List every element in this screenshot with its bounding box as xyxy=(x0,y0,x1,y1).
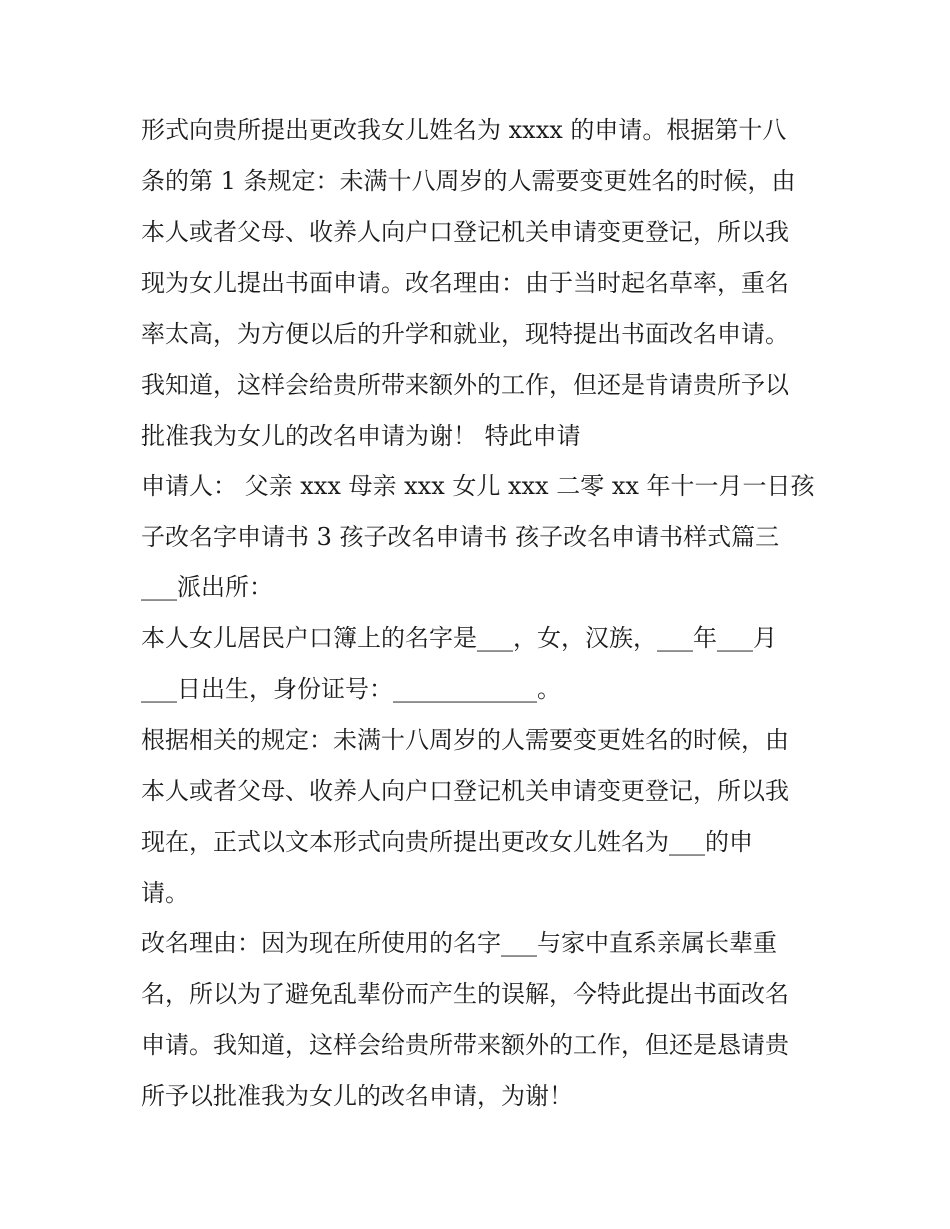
text-line: 子改名字申请书 3 孩子改名申请书 孩子改名申请书样式篇三 xyxy=(141,523,780,551)
text-line: 本人或者父母、收养人向户口登记机关申请变更登记，所以我 xyxy=(141,218,789,246)
text-line: 率太高，为方便以后的升学和就业，现特提出书面改名申请。 xyxy=(141,320,789,348)
text-line: 申请。我知道，这样会给贵所带来额外的工作，但还是恳请贵 xyxy=(141,1031,789,1059)
text-line: 条的第 1 条规定：未满十八周岁的人需要变更姓名的时候，由 xyxy=(141,167,796,195)
text-line: 根据相关的规定：未满十八周岁的人需要变更姓名的时候，由 xyxy=(141,726,789,754)
text-line: 现在，正式以文本形式向贵所提出更改女儿姓名为___的申 xyxy=(141,828,753,856)
text-line: 本人女儿居民户口簿上的名字是___，女，汉族，___年___月 xyxy=(141,624,777,652)
text-line: 批准我为女儿的改名申请为谢！ 特此申请 xyxy=(141,422,581,450)
text-line: 本人或者父母、收养人向户口登记机关申请变更登记，所以我 xyxy=(141,777,789,805)
text-line: 现为女儿提出书面申请。改名理由：由于当时起名草率，重名 xyxy=(141,269,789,297)
text-line: 我知道，这样会给贵所带来额外的工作，但还是肯请贵所予以 xyxy=(141,371,789,399)
text-line: 所予以批准我为女儿的改名申请，为谢！ xyxy=(141,1082,573,1110)
text-line: ___派出所： xyxy=(141,573,273,601)
text-line: ___日出生，身份证号：____________。 xyxy=(141,675,561,703)
text-line: 请。 xyxy=(141,879,189,907)
text-line: 改名理由：因为现在所使用的名字___与家中直系亲属长辈重 xyxy=(141,929,777,957)
text-line: 申请人： 父亲 xxx 母亲 xxx 女儿 xxx 二零 xx 年十一月一日孩 xyxy=(141,472,815,500)
text-line: 形式向贵所提出更改我女儿姓名为 xxxx 的申请。根据第十八 xyxy=(141,116,787,144)
text-line: 名，所以为了避免乱辈份而产生的误解，今特此提出书面改名 xyxy=(141,980,789,1008)
